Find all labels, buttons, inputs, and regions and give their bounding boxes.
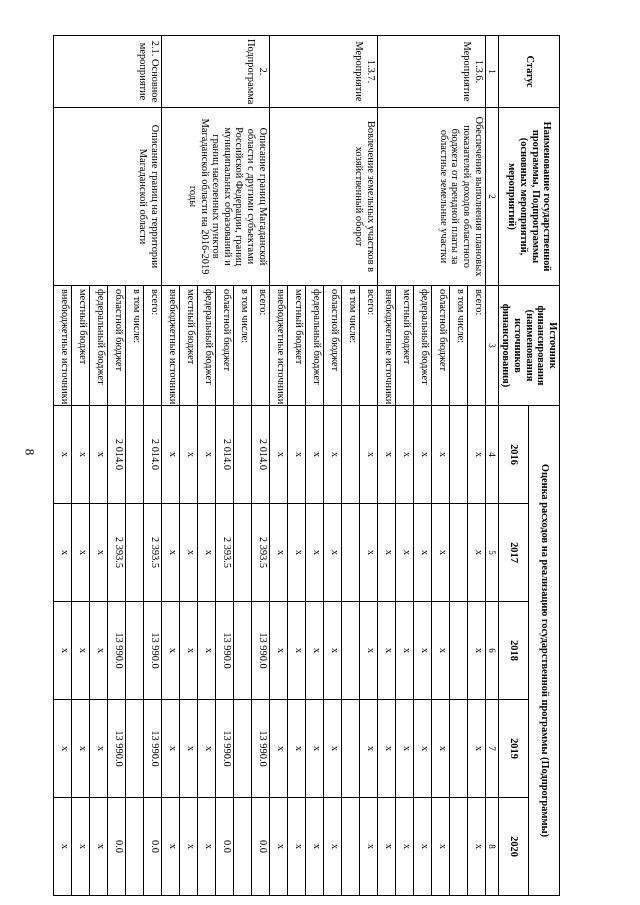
header-year: 2018	[498, 602, 529, 700]
value-cell: x	[305, 406, 323, 504]
value-cell: x	[197, 700, 215, 798]
value-cell: x	[269, 700, 287, 798]
value-cell: x	[53, 504, 71, 602]
value-cell: x	[377, 504, 395, 602]
status-cell: 1.3.6. Мероприятие	[377, 36, 485, 108]
source-cell: всего:	[143, 286, 161, 406]
source-cell: в том числе:	[449, 286, 467, 406]
value-cell: 13 990.0	[107, 700, 125, 798]
source-cell: местный бюджет	[287, 286, 305, 406]
value-cell	[233, 504, 251, 602]
value-cell: x	[413, 798, 431, 896]
name-cell: Описание границ на территории Магаданской области	[53, 108, 161, 286]
value-cell: 0.0	[215, 798, 233, 896]
value-cell: x	[89, 406, 107, 504]
value-cell	[341, 602, 359, 700]
source-cell: федеральный бюджет	[89, 286, 107, 406]
value-cell	[125, 504, 143, 602]
value-cell: x	[287, 798, 305, 896]
value-cell: x	[161, 602, 179, 700]
source-cell: всего:	[467, 286, 485, 406]
value-cell: x	[179, 798, 197, 896]
value-cell: x	[467, 700, 485, 798]
value-cell: 2 393.5	[251, 504, 269, 602]
value-cell: x	[431, 798, 449, 896]
source-cell: в том числе:	[233, 286, 251, 406]
value-cell: x	[197, 798, 215, 896]
column-number: 3	[485, 286, 498, 406]
value-cell: x	[413, 504, 431, 602]
value-cell	[341, 798, 359, 896]
status-cell: 1.3.7. Мероприятие	[269, 36, 377, 108]
source-cell: внебюджетные источники	[53, 286, 71, 406]
value-cell: x	[71, 602, 89, 700]
value-cell: x	[395, 406, 413, 504]
value-cell: x	[359, 602, 377, 700]
value-cell	[233, 700, 251, 798]
value-cell: 13 990.0	[143, 602, 161, 700]
value-cell: x	[197, 504, 215, 602]
value-cell: 13 990.0	[251, 602, 269, 700]
value-cell: 13 990.0	[107, 602, 125, 700]
rotated-table-container	[58, 35, 560, 895]
value-cell: x	[53, 700, 71, 798]
table-row	[143, 36, 161, 896]
source-cell: местный бюджет	[395, 286, 413, 406]
value-cell	[449, 406, 467, 504]
name-cell: Обеспечение выполнения плановых показателей доходов областного бюджета от арендной платы за областные земельные участки	[377, 108, 485, 286]
value-cell: x	[179, 406, 197, 504]
source-cell: внебюджетные источники	[377, 286, 395, 406]
value-cell: 0.0	[107, 798, 125, 896]
column-number: 6	[485, 602, 498, 700]
value-cell: 2 014.0	[143, 406, 161, 504]
value-cell: 13 990.0	[251, 700, 269, 798]
value-cell: x	[377, 406, 395, 504]
value-cell: x	[269, 602, 287, 700]
value-cell: x	[269, 504, 287, 602]
value-cell: x	[359, 798, 377, 896]
value-cell: x	[323, 406, 341, 504]
value-cell: x	[197, 406, 215, 504]
value-cell: x	[377, 700, 395, 798]
value-cell: x	[395, 798, 413, 896]
header-year: 2019	[498, 700, 529, 798]
source-cell: областной бюджет	[431, 286, 449, 406]
value-cell: x	[161, 406, 179, 504]
column-number: 2	[485, 108, 498, 286]
value-cell: x	[269, 798, 287, 896]
value-cell: x	[179, 504, 197, 602]
value-cell: x	[413, 700, 431, 798]
value-cell	[341, 406, 359, 504]
value-cell: x	[323, 700, 341, 798]
value-cell: x	[197, 602, 215, 700]
status-cell: 2.1. Основное мероприятие	[53, 36, 161, 108]
value-cell: x	[377, 602, 395, 700]
value-cell: x	[431, 504, 449, 602]
value-cell: x	[323, 602, 341, 700]
value-cell	[341, 700, 359, 798]
status-cell: 2. Подпрограмма	[161, 36, 269, 108]
value-cell: x	[305, 700, 323, 798]
value-cell: x	[431, 700, 449, 798]
value-cell: x	[305, 602, 323, 700]
value-cell: x	[395, 602, 413, 700]
value-cell: x	[467, 406, 485, 504]
source-cell: всего:	[359, 286, 377, 406]
value-cell: 13 990.0	[143, 700, 161, 798]
value-cell: x	[431, 602, 449, 700]
value-cell: x	[161, 504, 179, 602]
source-cell: всего:	[251, 286, 269, 406]
value-cell	[233, 406, 251, 504]
value-cell: 13 990.0	[215, 602, 233, 700]
value-cell: x	[323, 798, 341, 896]
value-cell: x	[89, 700, 107, 798]
source-cell: федеральный бюджет	[197, 286, 215, 406]
value-cell: x	[467, 798, 485, 896]
value-cell: x	[89, 602, 107, 700]
value-cell	[449, 798, 467, 896]
column-number: 4	[485, 406, 498, 504]
source-cell: областной бюджет	[323, 286, 341, 406]
source-cell: местный бюджет	[71, 286, 89, 406]
page-number: 8	[22, 448, 38, 456]
value-cell: x	[161, 700, 179, 798]
value-cell	[125, 406, 143, 504]
header-name: Наименование государственной программы, Подпрограммы (основных мероприятий, мероприятий)	[498, 108, 559, 286]
value-cell: x	[467, 602, 485, 700]
header-estimate: Оценка расходов на реализацию государственной программы (Подпрограммы)	[529, 406, 560, 896]
value-cell	[233, 602, 251, 700]
value-cell: 2 393.5	[107, 504, 125, 602]
value-cell: x	[287, 504, 305, 602]
value-cell: x	[287, 406, 305, 504]
value-cell: x	[287, 700, 305, 798]
value-cell	[449, 504, 467, 602]
value-cell: x	[395, 700, 413, 798]
table-row	[251, 36, 269, 896]
header-year: 2020	[498, 798, 529, 896]
value-cell: x	[53, 406, 71, 504]
value-cell: x	[179, 700, 197, 798]
source-cell: областной бюджет	[215, 286, 233, 406]
value-cell: x	[53, 798, 71, 896]
name-cell: Вовлечение земельных участков в хозяйственный оборот	[269, 108, 377, 286]
value-cell	[449, 602, 467, 700]
value-cell: x	[305, 798, 323, 896]
name-cell: Описание границ Магаданской области с другими субъектами Российской Федерации, границ муниципальных образований и границ населенных пунктов Магаданской области на 2016-2019 годы	[161, 108, 269, 286]
header-year: 2016	[498, 406, 529, 504]
value-cell	[125, 798, 143, 896]
value-cell: 2 393.5	[215, 504, 233, 602]
column-number: 8	[485, 798, 498, 896]
value-cell: x	[287, 602, 305, 700]
value-cell: x	[359, 700, 377, 798]
value-cell: x	[413, 406, 431, 504]
value-cell: x	[359, 406, 377, 504]
value-cell	[449, 700, 467, 798]
value-cell: x	[467, 504, 485, 602]
value-cell: x	[53, 602, 71, 700]
value-cell: x	[395, 504, 413, 602]
value-cell: x	[305, 504, 323, 602]
value-cell: 2 014.0	[251, 406, 269, 504]
expenditure-table	[53, 35, 560, 896]
column-number: 1	[485, 36, 498, 108]
source-cell: в том числе:	[125, 286, 143, 406]
value-cell: x	[431, 406, 449, 504]
table-row	[467, 36, 485, 896]
value-cell: x	[377, 798, 395, 896]
value-cell: x	[323, 504, 341, 602]
column-number: 7	[485, 700, 498, 798]
value-cell: 0.0	[143, 798, 161, 896]
value-cell	[125, 602, 143, 700]
value-cell	[341, 504, 359, 602]
header-status: Статус	[498, 36, 559, 108]
source-cell: федеральный бюджет	[413, 286, 431, 406]
value-cell: x	[89, 798, 107, 896]
source-cell: внебюджетные источники	[161, 286, 179, 406]
value-cell: 0.0	[251, 798, 269, 896]
value-cell: x	[413, 602, 431, 700]
value-cell: x	[71, 798, 89, 896]
table-row	[359, 36, 377, 896]
value-cell: 13 990.0	[215, 700, 233, 798]
value-cell: 2 393.5	[143, 504, 161, 602]
value-cell: x	[269, 406, 287, 504]
header-year: 2017	[498, 504, 529, 602]
value-cell: 2 014.0	[107, 406, 125, 504]
header-source: Источник финансирования (наименования источников финансирования)	[498, 286, 559, 406]
source-cell: в том числе:	[341, 286, 359, 406]
value-cell	[125, 700, 143, 798]
value-cell: x	[179, 602, 197, 700]
value-cell	[233, 798, 251, 896]
value-cell: x	[161, 798, 179, 896]
source-cell: федеральный бюджет	[305, 286, 323, 406]
value-cell: x	[71, 406, 89, 504]
value-cell: x	[359, 504, 377, 602]
value-cell: x	[71, 700, 89, 798]
value-cell: x	[71, 504, 89, 602]
value-cell: x	[89, 504, 107, 602]
value-cell: 2 014.0	[215, 406, 233, 504]
column-number: 5	[485, 504, 498, 602]
source-cell: внебюджетные источники	[269, 286, 287, 406]
source-cell: местный бюджет	[179, 286, 197, 406]
source-cell: областной бюджет	[107, 286, 125, 406]
